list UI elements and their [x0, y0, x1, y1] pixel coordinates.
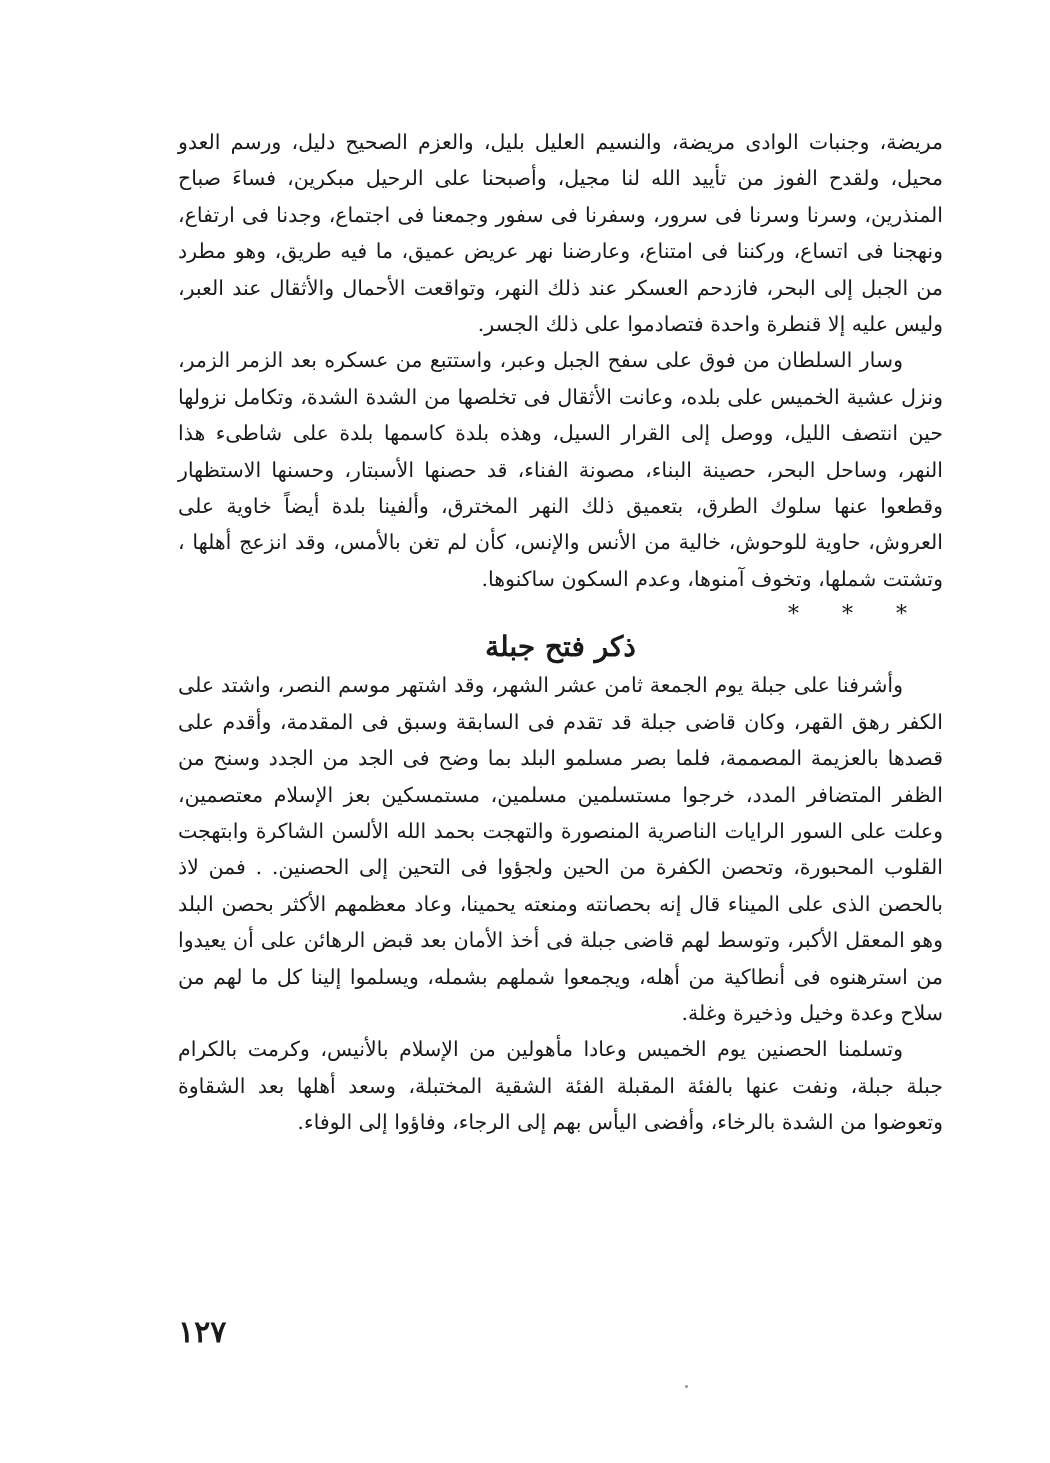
section-ornament: * * * [788, 602, 925, 628]
section-heading: ذكر فتح جبلة [485, 630, 636, 664]
scan-speck [685, 1385, 688, 1388]
paragraph-3: وأشرفنا على جبلة يوم الجمعة ثامن عشر الشهر، وقد اشتهر موسم النصر، واشتد على الكفر رهق القهر، وكان قاضى جبلة قد تقدم فى السابقة وسبق فى المقدمة، وأقدم على قصدها بالعزيمة المصممة، فلما بصر مسلمو البلد بما وضح فى الجد من الجدد وسنح من الظفر المتضافر المدد، خرجوا مستسلمين مسلمين، مستمسكين بعز الإسلام معتصمين، وعلت على السور الرايات الناصرية المنصورة والتهجت بحمد الله الألسن الشاكرة وابتهجت القلوب المحبورة، وتحصن الكفرة من الحين ولجؤوا فى التحين إلى الحصنين. . فمن لاذ بالحصن الذى على الميناء قال إنه بحصانته ومنعته يحمينا، وعاد معظمهم الأكثر بحصن البلد وهو المعقل الأكبر، وتوسط لهم قاضى جبلة فى أخذ الأمان بعد قبض الرهائن على أن يعيدوا من استرهنوه فى أنطاكية من أهله، ويجمعوا شملهم بشمله، ويسلموا إلينا كل ما لهم من سلاح وعدة وخيل وذخيرة وغلة. [178, 673, 943, 1025]
page-body [178, 124, 943, 1141]
paragraph-4: وتسلمنا الحصنين يوم الخميس وعادا مأهولين من الإسلام بالأنيس، وكرمت بالكرام جبلة جبلة، ونفت عنها بالفئة المقبلة الفئة الشقية المختبلة، وسعد أهلها بعد الشقاوة وتعوضوا من الشدة بالرخاء، وأفضى اليأس بهم إلى الرجاء، وفاؤوا إلى الوفاء. [178, 1037, 943, 1135]
paragraph-2: وسار السلطان من فوق على سفح الجبل وعبر، واستتبع من عسكره بعد الزمر الزمر، ونزل عشية الخميس على بلده، وعانت الأثقال فى تخلصها من الشدة الشدة، وتكامل نزولها حين انتصف الليل، ووصل إلى القرار السيل، وهذه بلدة كاسمها بلدة على شاطىء هذا النهر، وساحل البحر، حصينة البناء، مصونة الفناء، قد حصنها الأسبتار، وحسنها الاستظهار وقطعوا عنها سلوك الطرق، بتعميق ذلك النهر المخترق، وألفينا بلدة أيضاً خاوية على العروش، حاوية للوحوش، خالية من الأنس والإنس، كأن لم تغن بالأمس، وقد انزعج أهلها ، وتشتت شملها، وتخوف آمنوها، وعدم السكون ساكنوها. [178, 348, 943, 591]
page-number: ١٢٧ [178, 1315, 227, 1350]
paragraph-1: مريضة، وجنبات الوادى مريضة، والنسيم العليل بليل، والعزم الصحيح دليل، ورسم العدو محيل، ولقدح الفوز من تأييد الله لنا مجيل، وأصبحنا على الرحيل مبكرين، فساءَ صباح المنذرين، وسرنا وسرنا فى سرور، وسفرنا فى سفور وجمعنا فى اجتماع، وجدنا فى ارتفاع، ونهجنا فى اتساع، وركننا فى امتناع، وعارضنا نهر عريض عميق، ما فيه طريق، وهو مطرد من الجبل إلى البحر، فازدحم العسكر عند ذلك النهر، وتواقعت الأحمال والأثقال عند العبر، وليس عليه إلا قنطرة واحدة فتصادموا على ذلك الجسر. [178, 130, 943, 337]
